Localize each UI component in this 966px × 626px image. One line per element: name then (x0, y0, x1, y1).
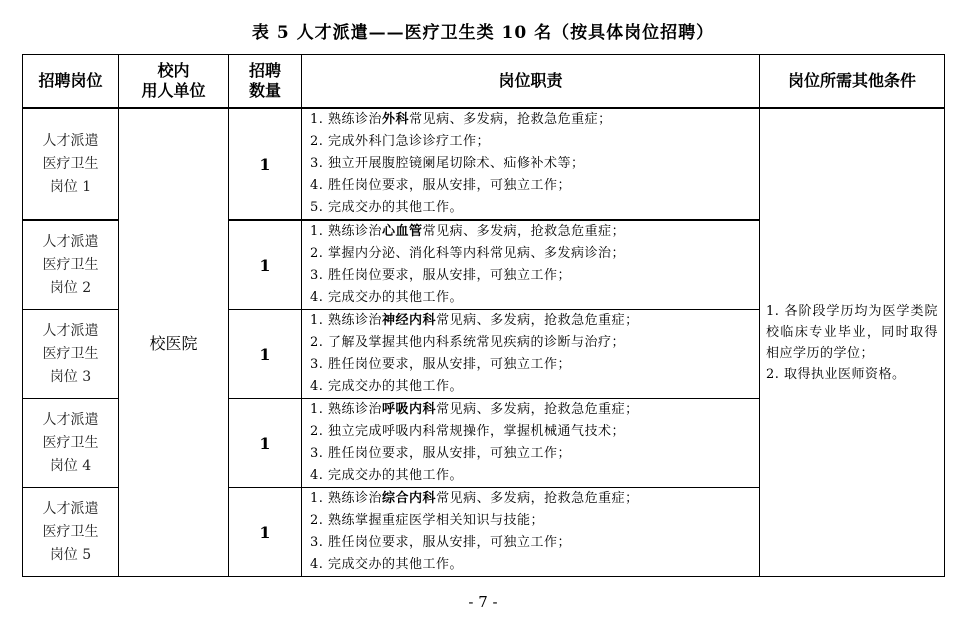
duties-list (310, 399, 759, 487)
table-header-row (23, 55, 945, 109)
duties-cell (302, 310, 760, 399)
duty-item (310, 510, 759, 532)
duty-item (310, 197, 759, 219)
duties-list (310, 310, 759, 398)
duty-item (310, 310, 759, 332)
post-line: 医疗卫生 (42, 155, 99, 172)
post-line: 医疗卫生 (42, 256, 99, 273)
count-cell: 1 (229, 220, 302, 310)
duty-item (310, 354, 759, 376)
duty-specialty: 综合内科 (382, 491, 437, 506)
unit-cell: 校医院 (119, 108, 229, 577)
duty-text-rest: 常见病、多发病，抢救急危重症； (436, 491, 639, 506)
duty-text: 1. 熟练诊治 (310, 112, 383, 127)
duty-specialty: 呼吸内科 (382, 402, 437, 417)
duty-text: 1. 熟练诊治 (310, 313, 383, 328)
duty-specialty: 神经内科 (382, 313, 437, 328)
duty-text-rest: 常见病、多发病，抢救急危重症； (436, 313, 639, 328)
page-number: - 7 - (468, 593, 498, 611)
duty-text: 3. 胜任岗位要求，服从安排，可独立工作； (310, 446, 572, 461)
duty-item (310, 376, 759, 398)
recruitment-table (22, 54, 945, 577)
duty-item (310, 465, 759, 487)
duty-text: 2. 独立完成呼吸内科常规操作，掌握机械通气技术； (310, 424, 626, 439)
post-line: 岗位 3 (49, 368, 92, 385)
post-cell (23, 310, 119, 399)
duty-text: 3. 胜任岗位要求，服从安排，可独立工作； (310, 268, 572, 283)
duty-item (310, 443, 759, 465)
count-cell: 1 (229, 310, 302, 399)
duty-item (310, 109, 759, 131)
post-line: 人才派遣 (42, 322, 99, 339)
post-line: 医疗卫生 (42, 523, 99, 540)
header-count-line2: 数量 (248, 81, 281, 100)
post-line: 人才派遣 (42, 411, 99, 428)
conditions-text: 1. 各阶段学历均为医学类院校临床专业毕业，同时取得相应学历的学位； 2. 取得执业医师资格。 (766, 303, 938, 382)
post-line: 人才派遣 (42, 132, 99, 149)
duties-list (310, 109, 759, 219)
duty-text: 1. 熟练诊治 (310, 491, 383, 506)
duty-text: 1. 熟练诊治 (310, 402, 383, 417)
post-cell (23, 399, 119, 488)
header-unit-line1: 校内 (157, 61, 190, 80)
post-line: 医疗卫生 (42, 434, 99, 451)
duty-item (310, 131, 759, 153)
table-row (23, 108, 945, 220)
duty-text: 3. 胜任岗位要求，服从安排，可独立工作； (310, 357, 572, 372)
duty-item (310, 332, 759, 354)
duty-text-rest: 常见病、多发病，抢救急危重症； (409, 112, 612, 127)
conditions-cell (760, 108, 945, 577)
post-cell (23, 108, 119, 220)
duties-cell (302, 399, 760, 488)
post-line: 人才派遣 (42, 233, 99, 250)
count-cell: 1 (229, 488, 302, 577)
table-title: 表 5 人才派遣——医疗卫生类 10 名（按具体岗位招聘） (251, 23, 715, 43)
duties-cell (302, 220, 760, 310)
post-cell (23, 488, 119, 577)
duty-text-rest: 常见病、多发病，抢救急危重症； (436, 402, 639, 417)
duty-item (310, 554, 759, 576)
duty-specialty: 心血管 (382, 224, 423, 239)
count-cell: 1 (229, 108, 302, 220)
duty-item (310, 243, 759, 265)
duty-text-rest: 常见病、多发病，抢救急危重症； (422, 224, 626, 239)
duty-item (310, 175, 759, 197)
header-count (229, 55, 302, 109)
duties-cell (302, 488, 760, 577)
duty-item (310, 488, 759, 510)
duty-item (310, 153, 759, 175)
post-line: 岗位 5 (49, 546, 92, 563)
duties-list (310, 488, 759, 576)
post-line: 人才派遣 (42, 500, 99, 517)
duty-text: 4. 胜任岗位要求，服从安排，可独立工作； (310, 178, 572, 193)
count-cell: 1 (229, 399, 302, 488)
duty-item (310, 532, 759, 554)
duty-item (310, 399, 759, 421)
duties-list (310, 221, 759, 309)
duty-text: 5. 完成交办的其他工作。 (310, 200, 464, 215)
duty-text: 2. 熟练掌握重症医学相关知识与技能； (310, 513, 545, 528)
duty-text: 4. 完成交办的其他工作。 (310, 557, 464, 572)
header-duties: 岗位职责 (302, 55, 760, 109)
duty-text: 2. 掌握内分泌、消化科等内科常见病、多发病诊治； (310, 246, 626, 261)
duty-specialty: 外科 (382, 112, 410, 127)
duty-text: 2. 了解及掌握其他内科系统常见疾病的诊断与治疗； (310, 335, 626, 350)
post-line: 岗位 4 (49, 457, 92, 474)
table-body (23, 108, 945, 577)
post-line: 岗位 2 (49, 279, 92, 296)
header-conditions: 岗位所需其他条件 (760, 55, 945, 109)
duty-item (310, 287, 759, 309)
duty-item (310, 221, 759, 243)
post-cell (23, 220, 119, 310)
duties-cell (302, 108, 760, 220)
duty-item (310, 421, 759, 443)
header-unit (119, 55, 229, 109)
header-unit-line2: 用人单位 (141, 81, 206, 100)
duty-text: 1. 熟练诊治 (310, 224, 383, 239)
post-line: 岗位 1 (49, 178, 92, 195)
duty-text: 3. 胜任岗位要求，服从安排，可独立工作； (310, 535, 572, 550)
post-line: 医疗卫生 (42, 345, 99, 362)
duty-text: 2. 完成外科门急诊诊疗工作； (310, 134, 491, 149)
duty-text: 4. 完成交办的其他工作。 (310, 379, 464, 394)
duty-text: 4. 完成交办的其他工作。 (310, 468, 464, 483)
duty-text: 3. 独立开展腹腔镜阑尾切除术、疝修补术等； (310, 156, 585, 171)
duty-item (310, 265, 759, 287)
header-post: 招聘岗位 (23, 55, 119, 109)
duty-text: 4. 完成交办的其他工作。 (310, 290, 464, 305)
header-count-line1: 招聘 (248, 61, 281, 80)
